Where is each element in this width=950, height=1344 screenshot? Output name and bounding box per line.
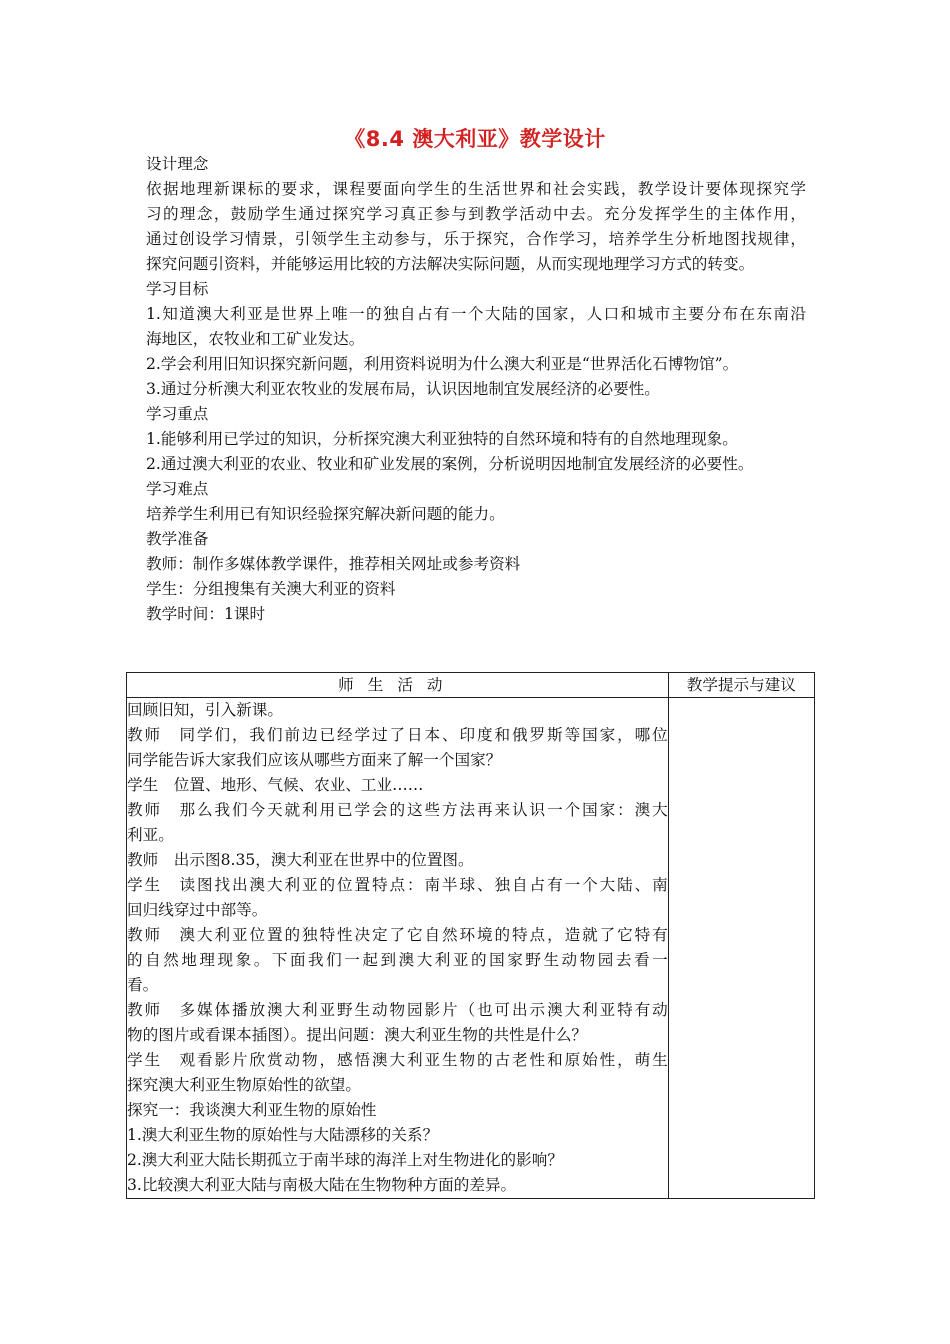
activity-line: 物的图片或看课本插图）。提出问题：澳大利亚生物的共性是什么？ xyxy=(127,1026,588,1044)
intro-section xyxy=(146,152,806,627)
intro-line: 1.知道澳大利亚是世界上唯一的独自占有一个大陆的国家，人口和城市主要分布在东南沿 xyxy=(146,305,806,323)
intro-line: 通过创设学习情景，引领学生主动参与，乐于探究，合作学习，培养学生分析地图找规律， xyxy=(146,230,806,248)
intro-line: 习的理念，鼓励学生通过探究学习真正参与到教学活动中去。充分发挥学生的主体作用， xyxy=(146,205,806,223)
table-body-row xyxy=(127,698,815,1199)
activity-line: 3.比较澳大利亚大陆与南极大陆在生物物种方面的差异。 xyxy=(127,1176,517,1194)
activity-line: 的自然地理现象。下面我们一起到澳大利亚的国家野生动物园去看一 xyxy=(127,951,668,969)
activity-line: 探究澳大利亚生物原始性的欲望。 xyxy=(127,1076,361,1094)
intro-line: 教师：制作多媒体教学课件，推荐相关网址或参考资料 xyxy=(146,555,521,573)
activity-line: 教师 澳大利亚位置的独特性决定了它自然环境的特点，造就了它特有 xyxy=(127,926,668,944)
activity-line: 教师 多媒体播放澳大利亚野生动物园影片（也可出示澳大利亚特有动 xyxy=(127,1001,668,1019)
header-teaching-tips: 教学提示与建议 xyxy=(668,673,814,698)
table-header-row xyxy=(127,673,815,698)
activity-line: 学生 位置、地形、气候、农业、工业…… xyxy=(127,776,424,794)
intro-line: 设计理念 xyxy=(146,155,209,173)
intro-line: 教学准备 xyxy=(146,530,209,548)
intro-line: 海地区，农牧业和工矿业发达。 xyxy=(146,330,365,348)
activity-line: 教师 同学们，我们前边已经学过了日本、印度和俄罗斯等国家，哪位 xyxy=(127,726,668,744)
intro-line: 培养学生利用已有知识经验探究解决新问题的能力。 xyxy=(146,505,505,523)
intro-line: 学习难点 xyxy=(146,480,209,498)
intro-line: 探究问题引资料，并能够运用比较的方法解决实际问题，从而实现地理学习方式的转变。 xyxy=(146,255,755,273)
activity-line: 回归线穿过中部等。 xyxy=(127,901,268,919)
activity-line: 看。 xyxy=(127,976,159,994)
intro-line: 学习目标 xyxy=(146,280,209,298)
activity-line: 同学能告诉大家我们应该从哪些方面来了解一个国家？ xyxy=(127,751,502,769)
activity-line: 探究一：我谈澳大利亚生物的原始性 xyxy=(127,1101,377,1119)
header-teacher-student-activity: 师生活动 xyxy=(127,673,669,698)
intro-line: 1.能够利用已学过的知识，分析探究澳大利亚独特的自然环境和特有的自然地理现象。 xyxy=(146,430,738,448)
activity-line: 教师 那么我们今天就利用已学会的这些方法再来认识一个国家：澳大 xyxy=(127,801,668,819)
activity-cell xyxy=(127,698,669,1199)
intro-line: 3.通过分析澳大利亚农牧业的发展布局，认识因地制宜发展经济的必要性。 xyxy=(146,380,660,398)
intro-line: 依据地理新课标的要求，课程要面向学生的生活世界和社会实践，教学设计要体现探究学 xyxy=(146,180,806,198)
intro-line: 教学时间：1课时 xyxy=(146,605,266,623)
intro-line: 2.学会利用旧知识探究新问题，利用资料说明为什么澳大利亚是“世界活化石博物馆”。 xyxy=(146,355,739,373)
activity-line: 1.澳大利亚生物的原始性与大陆漂移的关系？ xyxy=(127,1126,439,1144)
tips-cell xyxy=(668,698,814,1199)
activity-line: 利亚。 xyxy=(127,826,174,844)
intro-line: 学习重点 xyxy=(146,405,209,423)
lesson-table xyxy=(126,672,815,1199)
activity-line: 学生 读图找出澳大利亚的位置特点：南半球、独自占有一个大陆、南 xyxy=(127,876,668,894)
intro-line: 学生：分组搜集有关澳大利亚的资料 xyxy=(146,580,396,598)
activity-line: 回顾旧知，引入新课。 xyxy=(127,701,283,719)
activity-line: 教师 出示图8.35，澳大利亚在世界中的位置图。 xyxy=(127,851,474,869)
activity-line: 学生 观看影片欣赏动物，感悟澳大利亚生物的古老性和原始性，萌生 xyxy=(127,1051,668,1069)
document-title: 《8.4 澳大利亚》教学设计 xyxy=(344,127,606,151)
intro-line: 2.通过澳大利亚的农业、牧业和矿业发展的案例，分析说明因地制宜发展经济的必要性。 xyxy=(146,455,754,473)
activity-line: 2.澳大利亚大陆长期孤立于南半球的海洋上对生物进化的影响？ xyxy=(127,1151,563,1169)
